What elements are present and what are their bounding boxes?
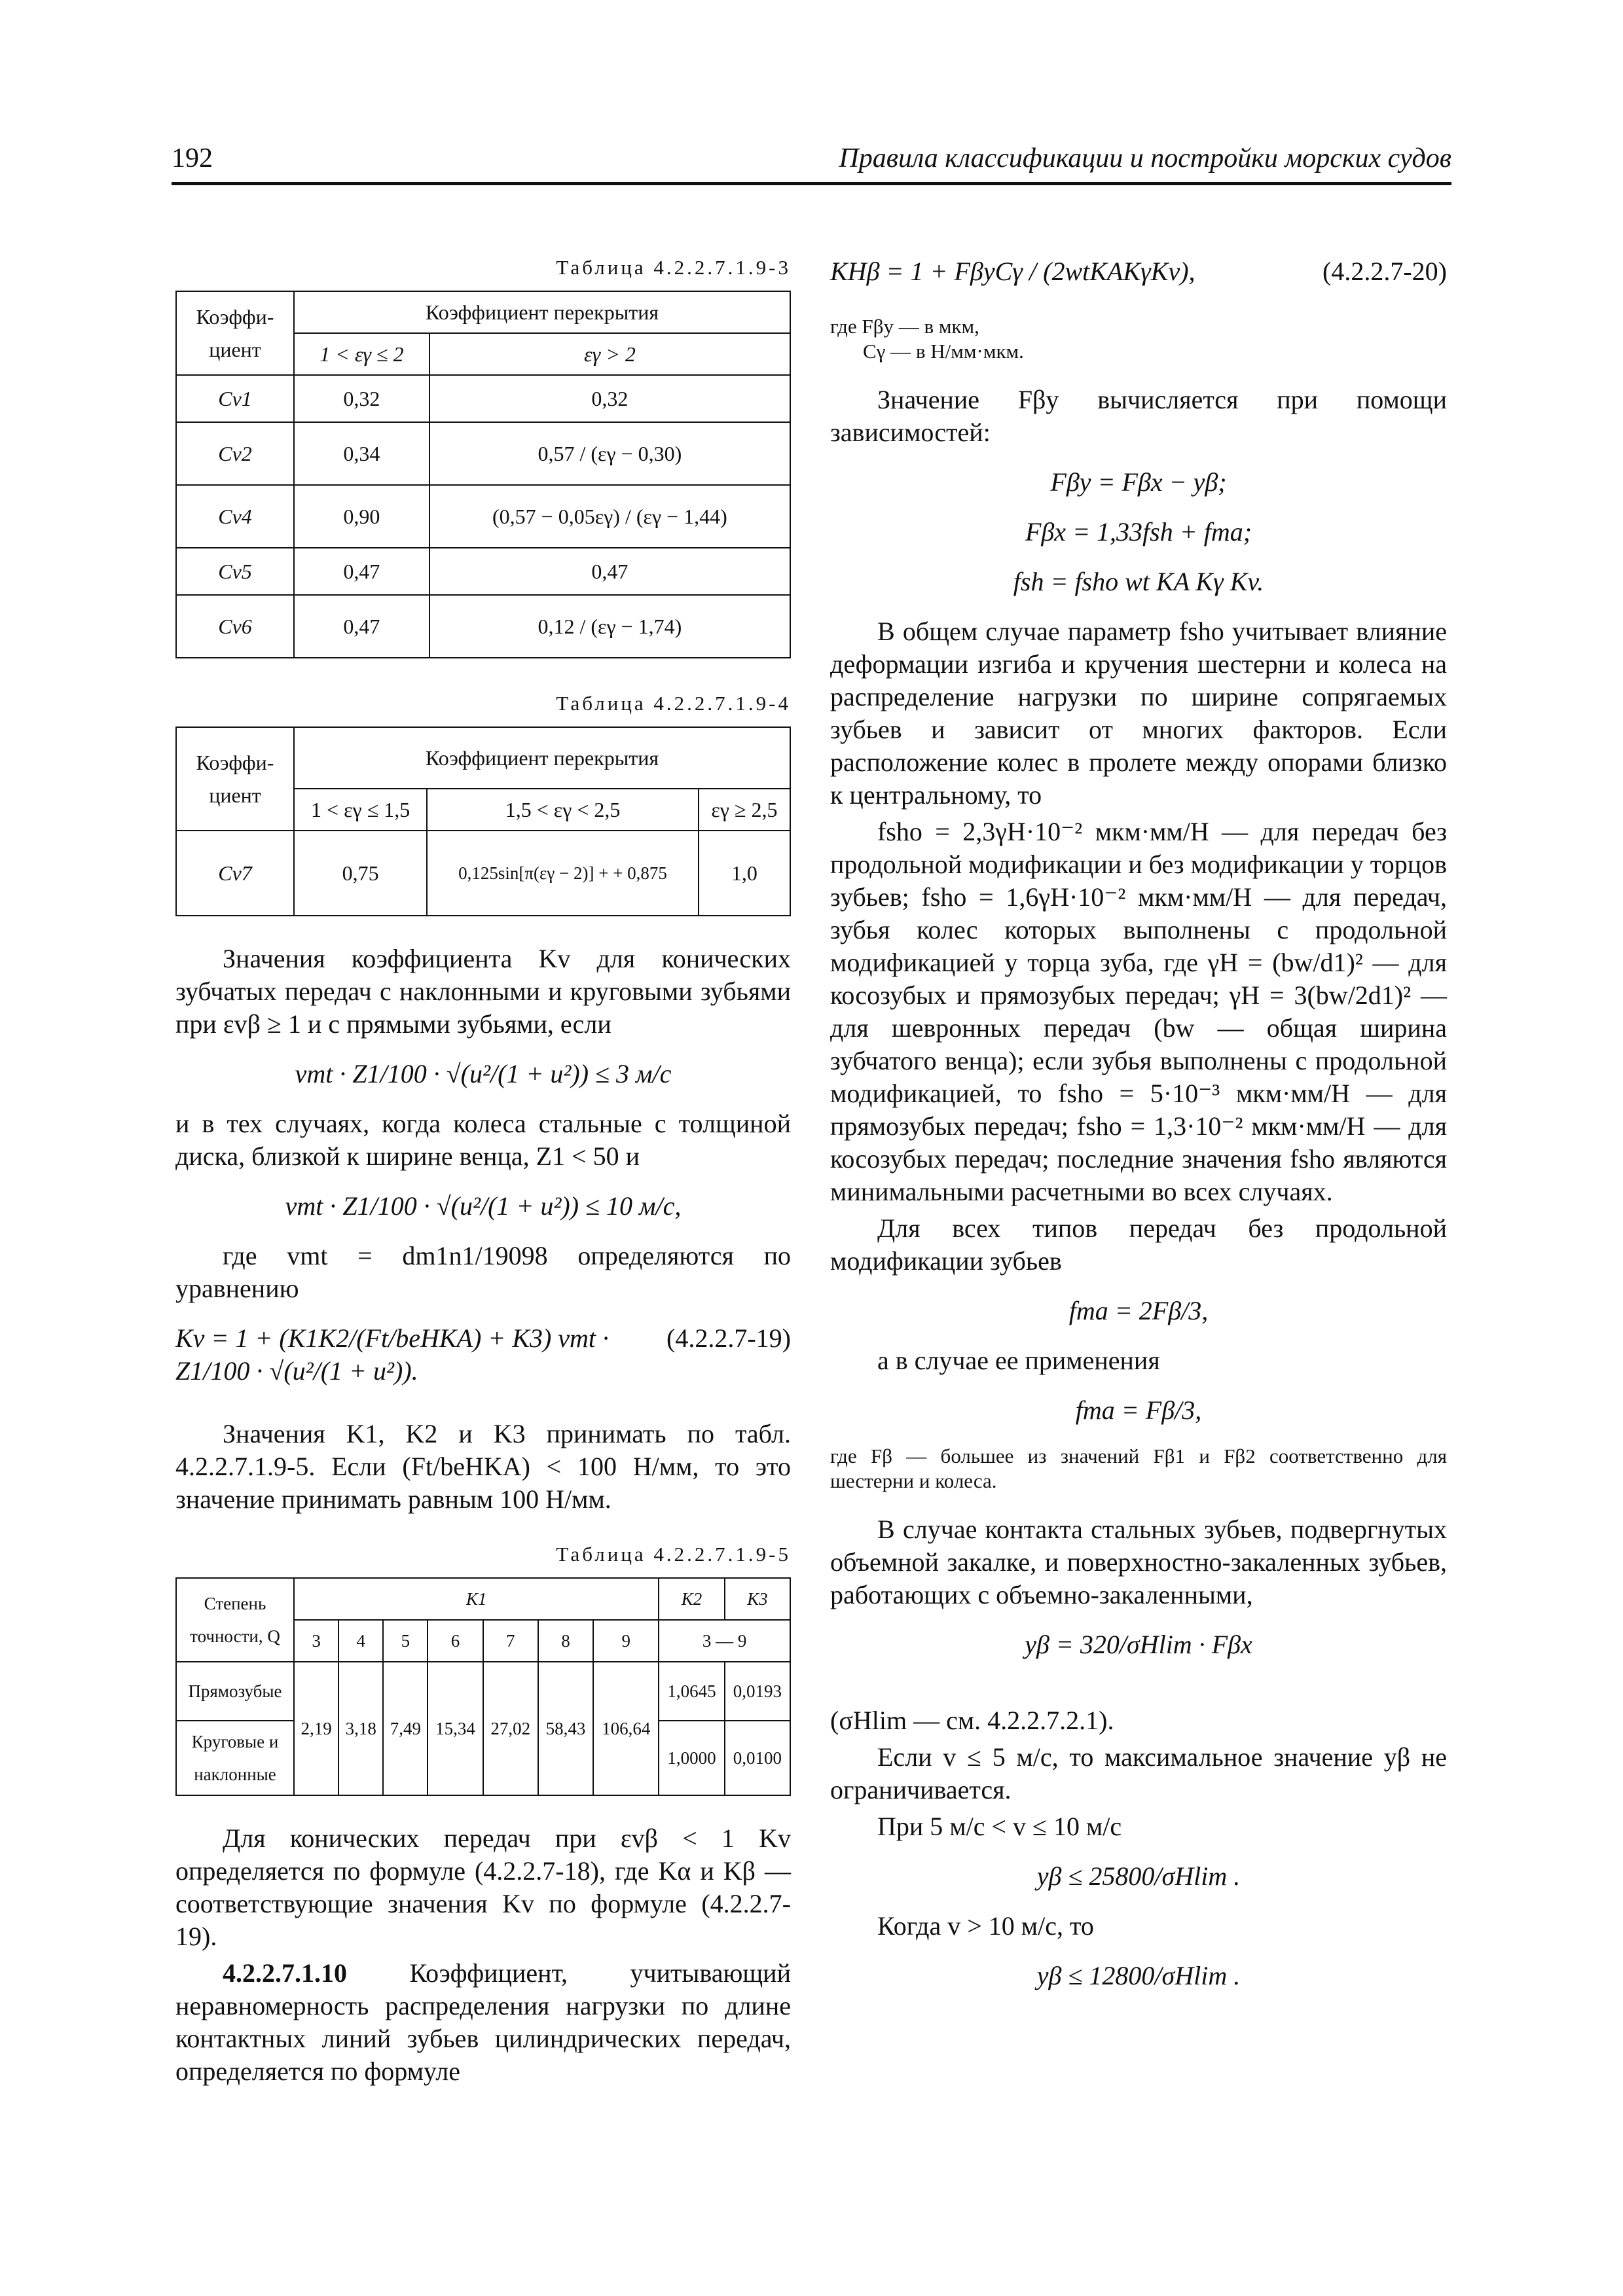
table-cell: 0,47 [294, 548, 429, 595]
table-header-cell: 6 [428, 1620, 483, 1662]
table-caption: Таблица 4.2.2.7.1.9-5 [556, 1543, 791, 1566]
table-header-cell: 5 [383, 1620, 428, 1662]
table-header-cell: Коэффи-циент [176, 727, 294, 831]
table-header-cell: Коэффи-циент [176, 291, 294, 375]
table-header-cell: 1,5 < εγ < 2,5 [427, 789, 699, 831]
left-column [175, 249, 791, 2092]
table-cell: Прямозубые [176, 1662, 294, 1721]
table-caption: Таблица 4.2.2.7.1.9-3 [556, 256, 791, 279]
table-cell: Cv4 [176, 485, 294, 548]
paragraph: В случае контакта стальных зубьев, подвергнутых объемной закалке, и поверхностно-закаленных зубьев, работающих с объемно-закаленными, [830, 1515, 1447, 1609]
formula: Fβy = Fβx − yβ; [1050, 467, 1227, 497]
formula-number: (4.2.2.7-20) [1322, 257, 1447, 286]
table-header-cell: 8 [538, 1620, 593, 1662]
table-cell: 7,49 [383, 1662, 428, 1795]
paragraph: fsho = 2,3γH·10⁻² мкм·мм/Н — для передач без продольной модификации и без модификации у торцов зубьев; fsho = 1,6γH·10⁻² мкм·мм/Н — для передач, зубья колес которых выполнены с продольной модификацией у торца зуба, где γH = (bw/d1)² — для косозубых и прямозубых передач; γH = 3(bw/2d1)² — для шевронных передач (bw — общая ширина зубчатого венца); если зубья выполнены с продольной модификацией, то fsho = 5·10⁻³ мкм·мм/Н — для прямозубых передач; fsho = 1,3·10⁻² мкм·мм/Н — для косозубых передач; последние значения fsho являются минимальными расчетными во всех случаях. [830, 817, 1447, 1206]
table-cell: 0,47 [429, 548, 790, 595]
table-cell: Cv1 [176, 375, 294, 422]
table-cell: 0,90 [294, 485, 429, 548]
running-title: Правила классификации и постройки морских судов [839, 143, 1451, 173]
paragraph: При 5 м/с < v ≤ 10 м/с [877, 1812, 1122, 1841]
table-cell: 0,125sin[π(εγ − 2)] + + 0,875 [427, 831, 699, 916]
formula: yβ = 320/σHlim · Fβx [1025, 1630, 1252, 1659]
formula: fsh = fsho wt KA Kγ Kv. [1013, 567, 1264, 596]
where-note: Cγ — в Н/мм·мкм. [863, 340, 1024, 363]
paragraph: Значения коэффициента Kv для конических зубчатых передач с наклонными и круговыми зубьями при εvβ ≥ 1 и с прямыми зубьями, если [175, 944, 791, 1039]
formula-number: (4.2.2.7-19) [666, 1323, 791, 1353]
table-cell: Cv5 [176, 548, 294, 595]
paragraph: (σHlim — см. 4.2.2.7.2.1). [830, 1706, 1114, 1735]
table-cell: 0,32 [294, 375, 429, 422]
formula-text: KHβ = 1 + FβyCγ / (2wtKAKγKv), [830, 257, 1195, 286]
section-number: 4.2.2.7.1.10 [223, 1958, 347, 1988]
table-cell: Круговые и наклонные [176, 1721, 294, 1795]
table-cell: 58,43 [538, 1662, 593, 1795]
paragraph-4-2-2-7-1-10 [175, 1957, 791, 2088]
table-cell: 1,0645 [659, 1662, 724, 1721]
table-cell: 15,34 [428, 1662, 483, 1795]
paragraph-text: Коэффициент, учитывающий неравномерность распределения нагрузки по длине контактных линий зубьев цилиндрических передач, определяется по формуле [175, 1958, 791, 2086]
page-number: 192 [172, 143, 213, 173]
table-cell: 1,0000 [659, 1721, 724, 1795]
table-cell: 0,0100 [725, 1721, 790, 1795]
right-column [830, 249, 1447, 2009]
table-cell: 3,18 [338, 1662, 383, 1795]
table-header-cell: Степень точности, Q [176, 1578, 294, 1662]
table-header-cell: K1 [294, 1578, 659, 1620]
table-cell: Cv6 [176, 595, 294, 658]
table-header-cell: 7 [483, 1620, 538, 1662]
table-cell: 0,0193 [725, 1662, 790, 1721]
where-note: где Fβy — в мкм, [830, 315, 979, 338]
note: где Fβ — большее из значений Fβ1 и Fβ2 соответственно для шестерни и колеса. [830, 1444, 1447, 1492]
table-caption: Таблица 4.2.2.7.1.9-4 [556, 692, 791, 715]
table-header-cell: 1 < εγ ≤ 2 [294, 333, 429, 375]
table-cell: Cv7 [176, 831, 294, 916]
formula-4-2-2-7-19 [175, 1322, 791, 1388]
paragraph: а в случае ее применения [877, 1346, 1160, 1375]
table-cell: 0,12 / (εγ − 1,74) [429, 595, 790, 658]
formula: Fβx = 1,33fsh + fma; [1025, 517, 1252, 547]
formula: fma = 2Fβ/3, [1068, 1296, 1209, 1325]
paragraph: где vmt = dm1n1/19098 определяются по уравнению [175, 1241, 791, 1303]
header-rule [172, 182, 1451, 185]
table-header-cell: Коэффициент перекрытия [294, 727, 790, 789]
table-cell: 2,19 [294, 1662, 338, 1795]
table-cell: (0,57 − 0,05εγ) / (εγ − 1,44) [429, 485, 790, 548]
table-coefficients-cv [175, 291, 791, 658]
table-k-coefficients [175, 1577, 791, 1796]
table-header-cell: 9 [593, 1620, 659, 1662]
formula-text: Kv = 1 + (K1K2/(Ft/beHKA) + K3) vmt · Z1/100 · √(u²/(1 + u²)). [175, 1323, 610, 1386]
table-cell: 0,75 [294, 831, 427, 916]
table-header-cell: 1 < εγ ≤ 1,5 [294, 789, 427, 831]
table-cell: 106,64 [593, 1662, 659, 1795]
formula: yβ ≤ 12800/σHlim . [1036, 1961, 1241, 1990]
paragraph: В общем случае параметр fsho учитывает влияние деформации изгиба и кручения шестерни и колеса на распределение нагрузки по ширине сопрягаемых зубьев и зависит от многих факторов. Если расположение колес в пролете между опорами близко к центральному, то [830, 617, 1447, 810]
paragraph: Когда v > 10 м/с, то [877, 1911, 1094, 1941]
table-header-cell: 3 [294, 1620, 338, 1662]
table-header-cell: 4 [338, 1620, 383, 1662]
paragraph: Значение Fβy вычисляется при помощи зависимостей: [830, 385, 1447, 447]
table-cell: 0,57 / (εγ − 0,30) [429, 422, 790, 485]
table-cell: 0,32 [429, 375, 790, 422]
table-cell: 0,34 [294, 422, 429, 485]
formula: yβ ≤ 25800/σHlim . [1036, 1861, 1241, 1891]
table-header-cell: 3 — 9 [659, 1620, 790, 1662]
table-cell: Cv2 [176, 422, 294, 485]
table-header-cell: εγ ≥ 2,5 [699, 789, 790, 831]
table-header-cell: K2 [659, 1578, 724, 1620]
paragraph: Для конических передач при εvβ < 1 Kv определяется по формуле (4.2.2.7-18), где Kα и Kβ — соответствующие значения Kv по формуле (4.2.2.7-19). [175, 1823, 791, 1951]
formula: fma = Fβ/3, [1075, 1395, 1202, 1425]
table-header-cell: K3 [725, 1578, 790, 1620]
table-header-cell: εγ > 2 [429, 333, 790, 375]
table-cell: 1,0 [699, 831, 790, 916]
formula-4-2-2-7-20 [830, 255, 1447, 288]
paragraph: Если v ≤ 5 м/с, то максимальное значение yβ не ограничивается. [830, 1742, 1447, 1804]
table-header-cell: Коэффициент перекрытия [294, 291, 790, 333]
table-cell: 27,02 [483, 1662, 538, 1795]
paragraph: и в тех случаях, когда колеса стальные с толщиной диска, близкой к ширине венца, Z1 < 50 и [175, 1109, 791, 1171]
table-cell: 0,47 [294, 595, 429, 658]
formula: vmt · Z1/100 · √(u²/(1 + u²)) ≤ 10 м/с, [285, 1191, 682, 1221]
table-coefficient-cv7 [175, 726, 791, 916]
paragraph: Для всех типов передач без продольной модификации зубьев [830, 1213, 1447, 1276]
paragraph: Значения K1, K2 и K3 принимать по табл. 4.2.2.7.1.9-5. Если (Ft/beHKA) < 100 Н/мм, то это значение принимать равным 100 Н/мм. [175, 1419, 791, 1514]
formula: vmt · Z1/100 · √(u²/(1 + u²)) ≤ 3 м/с [295, 1059, 672, 1088]
